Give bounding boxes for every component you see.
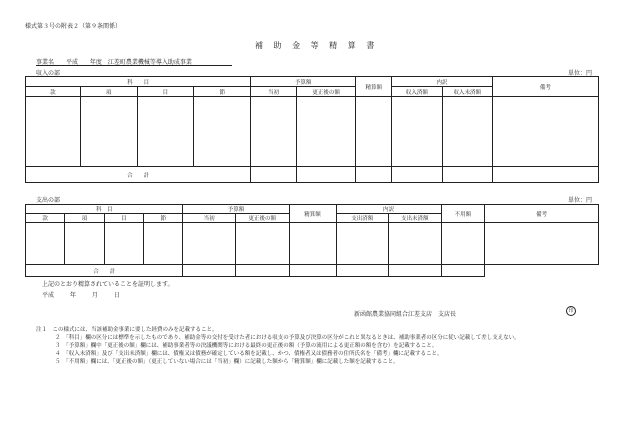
expense-data-row (26, 223, 599, 265)
expense-sub-paid: 支出済額 (336, 214, 388, 223)
income-section-label: 収入の部 (36, 70, 61, 77)
note-2: ２ 「科目」欄の区分には標準を示したものであり、補助金等の交付を受けた者における収支の予算及び決算の区分がこれと異なるときは、補助事業者の区分に従い記載して差し支えない。 (55, 335, 520, 341)
expense-sub-initial: 当初 (183, 214, 235, 223)
income-col-breakdown: 内訳 (392, 77, 493, 87)
income-sub-kan: 款 (26, 87, 81, 97)
expense-sub-kou: 項 (65, 214, 104, 223)
expense-col-subject: 科 目 (26, 205, 183, 214)
note-3: ３ 「予算額」欄中「更正後の額」欄には、補助事業者等の決議機関等における最終の更正後の額（予算の流用による更正額の額を含む）を記載すること。 (55, 343, 438, 349)
income-total-label: 合 計 (26, 167, 251, 183)
expense-total-label: 合 計 (26, 265, 183, 277)
income-col-subject: 科 目 (26, 77, 251, 87)
expense-sub-unpaid: 支出未済額 (389, 214, 442, 223)
expense-col-breakdown: 内訳 (336, 205, 441, 214)
expense-section-label: 支出の部 (36, 197, 61, 204)
income-sub-received: 収入済額 (392, 87, 442, 97)
expense-col-settled: 精算額 (289, 205, 336, 223)
note-5: ５ 「不用額」欄には、「更正後の額」（更正していない場合には「当初」欄）に記載した額から「精算額」欄に記載した額を記載すること。 (55, 359, 399, 365)
project-line (36, 57, 232, 66)
project-name: 江差町農業機械等導入助成事業 (107, 59, 192, 66)
certification-date (42, 290, 120, 299)
income-sub-moku: 目 (137, 87, 194, 97)
form-number: 様式第３号の附表２（第９条関係） (25, 23, 122, 30)
income-sub-kou: 項 (80, 87, 137, 97)
income-sub-initial: 当初 (251, 87, 297, 97)
expense-col-budget: 予算額 (183, 205, 289, 214)
expense-col-unused: 不用額 (441, 205, 485, 223)
expense-sub-revised: 更正後の額 (235, 214, 289, 223)
certification-signer: 新函館農業協同組合江差支店 支店長 (354, 311, 457, 318)
income-total-row (26, 167, 599, 183)
expense-sub-setsu: 節 (144, 214, 183, 223)
project-era: 平成 (65, 59, 78, 66)
note-4: ４ 「収入未済額」及び「支出未済額」欄には、債権又は債務が確定している額を記載し、かつ、債権者又は債務者の住所氏名を「備考」欄に記載すること。 (55, 351, 443, 357)
income-sub-unreceived: 収入未済額 (442, 87, 492, 97)
date-era: 平成 (42, 292, 55, 299)
expense-col-remarks: 備考 (485, 205, 599, 223)
income-col-budget: 予算額 (251, 77, 356, 87)
date-month: 月 (91, 292, 98, 299)
income-unit: 単位：円 (568, 70, 593, 77)
income-data-row (26, 97, 599, 167)
certification-statement: 上記のとおり精算されていることを証明します。 (42, 281, 174, 288)
income-sub-revised: 更正後の額 (297, 87, 356, 97)
expense-sub-moku: 目 (104, 214, 143, 223)
date-year: 年 (69, 292, 76, 299)
note-1: 注１ この様式には、当該補助金事業に要した経費のみを記載すること。 (36, 327, 218, 333)
expense-sub-kan: 款 (26, 214, 65, 223)
project-label: 事業名 (36, 59, 55, 66)
income-sub-setsu: 節 (194, 87, 251, 97)
page-title: 補 助 金 等 精 算 書 (255, 41, 379, 50)
expense-total-row (26, 265, 599, 277)
date-day: 日 (113, 292, 120, 299)
income-col-settled: 精算額 (356, 77, 392, 97)
project-year-unit: 年度 (89, 59, 102, 66)
expense-table (25, 204, 599, 277)
income-col-remarks: 備考 (492, 77, 598, 97)
seal-mark: 印 (566, 306, 576, 316)
expense-unit: 単位：円 (568, 197, 593, 204)
income-table (25, 76, 599, 183)
